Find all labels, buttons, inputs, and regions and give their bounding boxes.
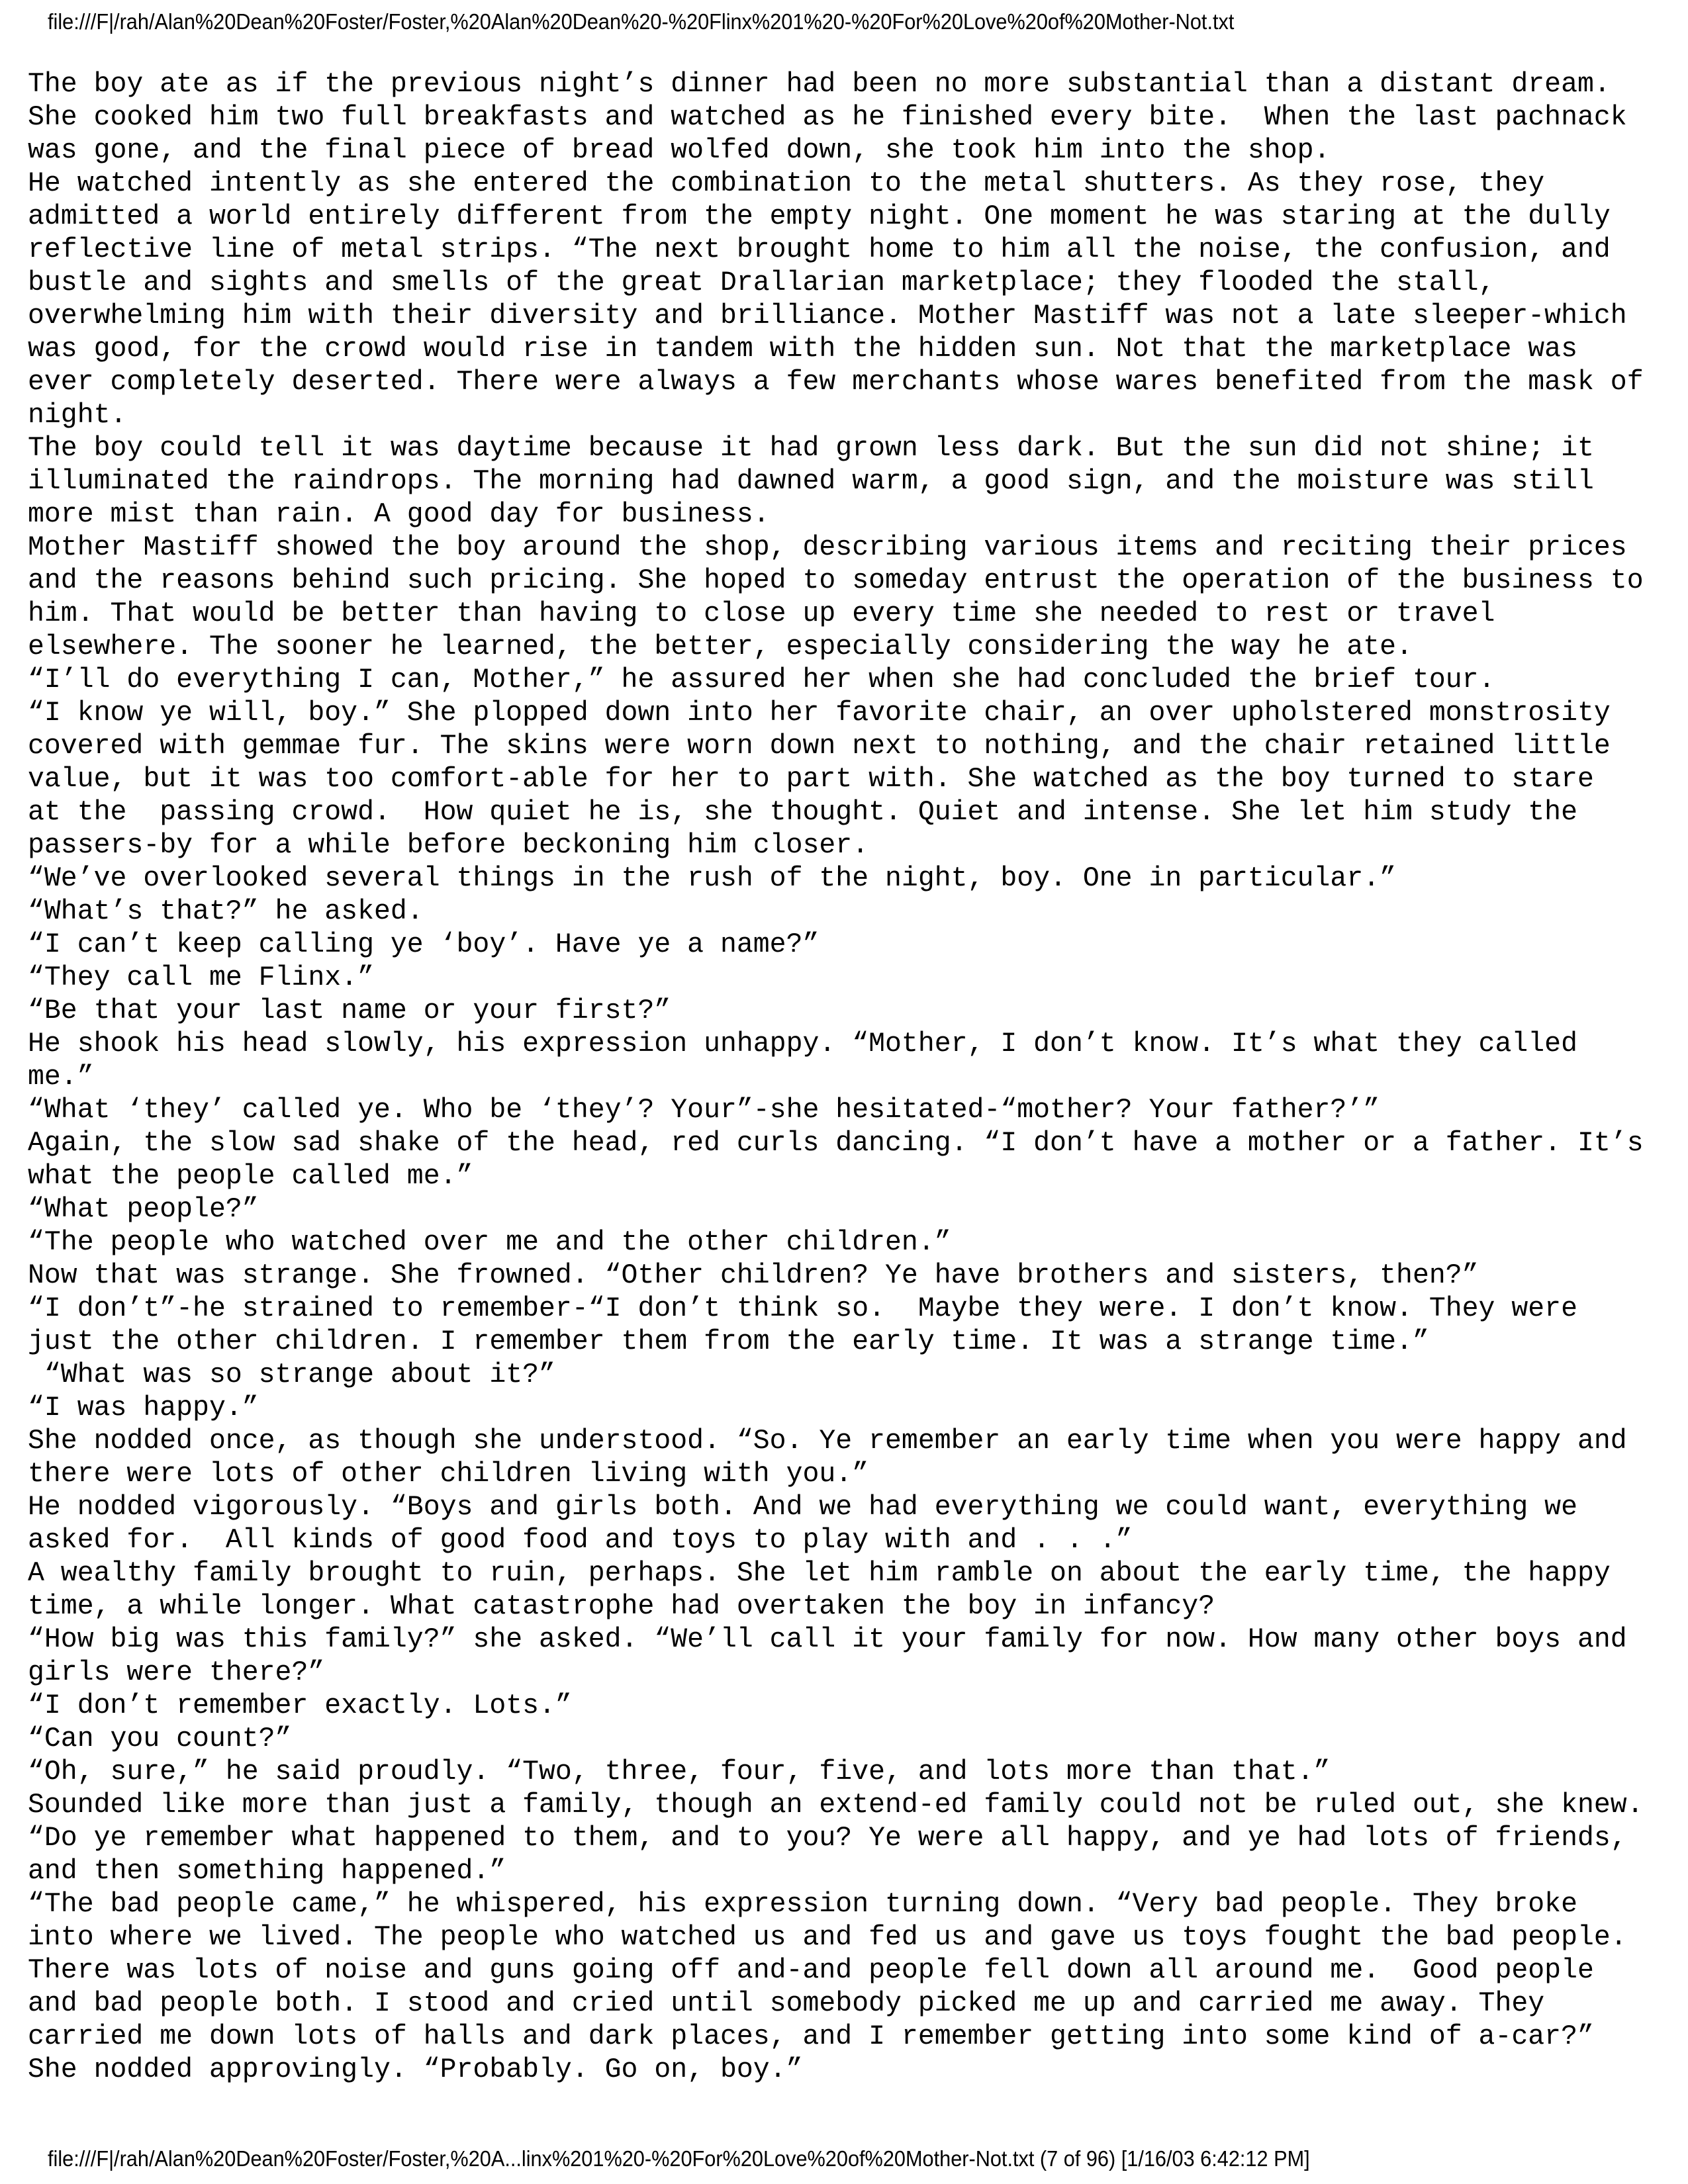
text-line: The boy could tell it was daytime because it had grown less dark. But the sun did not shine; it xyxy=(28,433,1594,464)
text-line: time, a while longer. What catastrophe had overtaken the boy in infancy? xyxy=(28,1591,1215,1622)
text-line: admitted a world entirely different from the empty night. One moment he was staring at the dully xyxy=(28,201,1611,232)
text-line: “Can you count?” xyxy=(28,1723,292,1754)
text-line: and bad people both. I stood and cried until somebody picked me up and carried me away. They xyxy=(28,1988,1545,2019)
text-line: value, but it was too comfort-able for her to part with. She watched as the boy turned to stare xyxy=(28,764,1594,795)
text-line: passers-by for a while before beckoning him closer. xyxy=(28,830,869,861)
text-line: overwhelming him with their diversity and brilliance. Mother Mastiff was not a late sleeper-which xyxy=(28,300,1627,332)
text-line: and the reasons behind such pricing. She hoped to someday entrust the operation of the business to xyxy=(28,565,1644,596)
text-line: A wealthy family brought to ruin, perhaps. She let him ramble on about the early time, the happy xyxy=(28,1558,1611,1589)
text-line: He shook his head slowly, his expression unhappy. “Mother, I don’t know. It’s what they called xyxy=(28,1028,1577,1060)
text-line: what the people called me.” xyxy=(28,1161,473,1192)
page-header-path: file:///F|/rah/Alan%20Dean%20Foster/Foster,%20Alan%20Dean%20-%20Flinx%201%20-%20For%20Love%20of%20Mother-Not.txt xyxy=(48,9,1235,34)
text-line: at the passing crowd. How quiet he is, she thought. Quiet and intense. She let him study the xyxy=(28,797,1577,828)
text-line: bustle and sights and smells of the great Drallarian marketplace; they flooded the stall, xyxy=(28,267,1495,298)
page-footer: file:///F|/rah/Alan%20Dean%20Foster/Foster,%20A...linx%201%20-%20For%20Love%20of%20Mother-Not.txt (7 of 96) [1/16/03 6:42:12 PM] xyxy=(48,2146,1310,2171)
text-line: The boy ate as if the previous night’s dinner had been no more substantial than a distant dream. xyxy=(28,69,1611,100)
text-line: “They call me Flinx.” xyxy=(28,962,374,993)
text-line: He watched intently as she entered the combination to the metal shutters. As they rose, they xyxy=(28,168,1545,199)
text-line: carried me down lots of halls and dark places, and I remember getting into some kind of a-car?” xyxy=(28,2021,1594,2052)
text-line: “The people who watched over me and the other children.” xyxy=(28,1227,951,1258)
text-line: was good, for the crowd would rise in tandem with the hidden sun. Not that the marketplace was xyxy=(28,334,1577,365)
text-line: “What ‘they’ called ye. Who be ‘they’? Your”-she hesitated-“mother? Your father?’” xyxy=(28,1095,1380,1126)
text-line: “What’s that?” he asked. xyxy=(28,896,424,927)
text-line: covered with gemmae fur. The skins were worn down next to nothing, and the chair retained little xyxy=(28,731,1611,762)
text-line: “I was happy.” xyxy=(28,1392,259,1424)
text-line: He nodded vigorously. “Boys and girls both. And we had everything we could want, everything we xyxy=(28,1492,1577,1523)
text-line: “Be that your last name or your first?” xyxy=(28,995,671,1026)
text-line: elsewhere. The sooner he learned, the better, especially considering the way he ate. xyxy=(28,631,1413,662)
text-line: She nodded approvingly. “Probably. Go on, boy.” xyxy=(28,2054,803,2085)
text-line: him. That would be better than having to close up every time she needed to rest or travel xyxy=(28,598,1495,629)
document-body xyxy=(28,68,1669,2087)
text-line: “The bad people came,” he whispered, his expression turning down. “Very bad people. They broke xyxy=(28,1889,1577,1920)
text-line: “What people?” xyxy=(28,1194,259,1225)
text-line: “I know ye will, boy.” She plopped down into her favorite chair, an over upholstered monstrosity xyxy=(28,698,1611,729)
text-line: asked for. All kinds of good food and toys to play with and . . .” xyxy=(28,1525,1133,1556)
text-line: and then something happened.” xyxy=(28,1856,506,1887)
text-line: more mist than rain. A good day for business. xyxy=(28,499,770,530)
text-line: night. xyxy=(28,400,127,431)
text-line: reflective line of metal strips. “The next brought home to him all the noise, the confusion, and xyxy=(28,234,1611,265)
text-line: ever completely deserted. There were always a few merchants whose wares benefited from the mask of xyxy=(28,367,1644,398)
text-line: She nodded once, as though she understood. “So. Ye remember an early time when you were happy and xyxy=(28,1426,1627,1457)
text-line: illuminated the raindrops. The morning had dawned warm, a good sign, and the moisture was still xyxy=(28,466,1594,497)
text-line: “What was so strange about it?” xyxy=(28,1359,555,1390)
text-line: “Do ye remember what happened to them, and to you? Ye were all happy, and ye had lots of friends, xyxy=(28,1823,1627,1854)
text-line: Now that was strange. She frowned. “Other children? Ye have brothers and sisters, then?” xyxy=(28,1260,1479,1291)
text-line: “I’ll do everything I can, Mother,” he assured her when she had concluded the brief tour. xyxy=(28,664,1495,696)
text-line: “I don’t”-he strained to remember-“I don’t think so. Maybe they were. I don’t know. They were xyxy=(28,1293,1577,1324)
text-line: She cooked him two full breakfasts and watched as he finished every bite. When the last pachnack xyxy=(28,102,1627,133)
text-line: There was lots of noise and guns going off and-and people fell down all around me. Good people xyxy=(28,1955,1594,1986)
text-line: “Oh, sure,” he said proudly. “Two, three, four, five, and lots more than that.” xyxy=(28,1756,1331,1788)
text-line: there were lots of other children living with you.” xyxy=(28,1459,869,1490)
text-line: Mother Mastiff showed the boy around the shop, describing various items and reciting their prices xyxy=(28,532,1627,563)
text-line: “How big was this family?” she asked. “We’ll call it your family for now. How many other boys and xyxy=(28,1624,1627,1655)
text-line: into where we lived. The people who watched us and fed us and gave us toys fought the bad people. xyxy=(28,1922,1627,1953)
text-line: was gone, and the final piece of bread wolfed down, she took him into the shop. xyxy=(28,135,1331,166)
text-line: “I can’t keep calling ye ‘boy’. Have ye a name?” xyxy=(28,929,820,960)
text-line: me.” xyxy=(28,1062,94,1093)
text-line: girls were there?” xyxy=(28,1657,325,1688)
text-line: Sounded like more than just a family, though an extend-ed family could not be ruled out, she knew. xyxy=(28,1790,1644,1821)
text-line: “We’ve overlooked several things in the rush of the night, boy. One in particular.” xyxy=(28,863,1397,894)
text-line: just the other children. I remember them from the early time. It was a strange time.” xyxy=(28,1326,1429,1357)
text-line: Again, the slow sad shake of the head, red curls dancing. “I don’t have a mother or a father. It’s xyxy=(28,1128,1644,1159)
text-line: “I don’t remember exactly. Lots.” xyxy=(28,1690,572,1721)
